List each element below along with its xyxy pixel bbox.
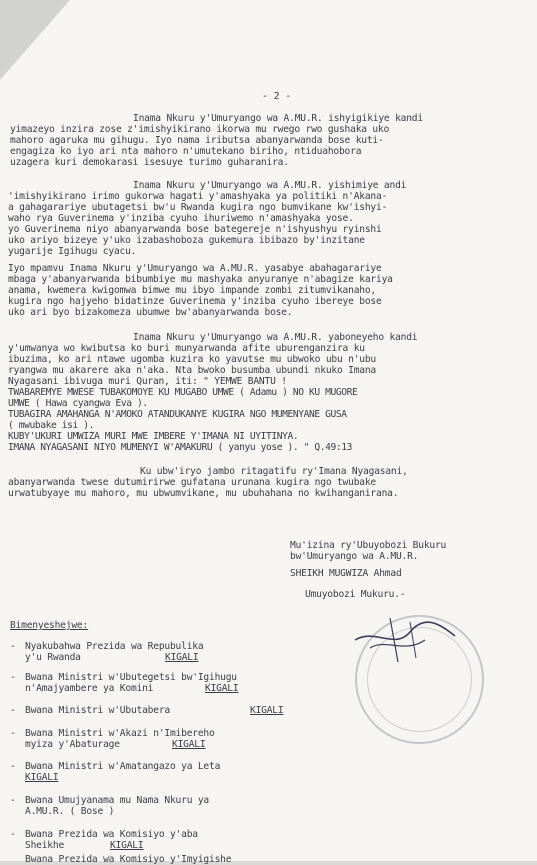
cc-recipient: Bwana Prezida wa Komisiyo y'aba bbox=[25, 829, 198, 840]
body-line: ibuzima, ko ari ntawe ugomba kuzira ko yavutse mu ubwoko ubu n'ubu bbox=[8, 354, 377, 365]
body-line: waho rya Guverinema y'inziba cyuho ihuriwemo n'amashyaka yose. bbox=[8, 213, 354, 224]
body-line: engagiza ko iyo ari nta mahoro n'umutekano biriho, ntiduahobora bbox=[10, 146, 362, 157]
cc-place: KIGALI bbox=[110, 840, 144, 851]
list-bullet: - bbox=[10, 795, 16, 806]
cc-recipient: n'Amajyambere ya Komini bbox=[25, 683, 154, 694]
body-line: uzagera kuri demokarasi isesuye turimo guharanira. bbox=[10, 157, 289, 168]
signatory-title: Umuyobozi Mukuru.- bbox=[305, 589, 406, 600]
body-line: Inama Nkuru y'Umuryango wa A.MU.R. yaboneyeho kandi bbox=[133, 332, 418, 343]
body-line: yugarije Igihugu cyacu. bbox=[8, 246, 137, 257]
cc-recipient: Bwana Umujyanama mu Nama Nkuru ya bbox=[25, 795, 210, 806]
cc-recipient: y'u Rwanda bbox=[25, 652, 81, 663]
quran-line: IMANA NYAGASANI NIYO MUMENYI W'AMAKURU ( yanyu yose ). " Q.49:13 bbox=[8, 442, 353, 453]
list-bullet: - bbox=[10, 728, 16, 739]
body-line: y'umwanya wo kwibutsa ko buri munyarwanda afite uburenganzira ku bbox=[8, 343, 365, 354]
cc-recipient: Nyakubahwa Prezida wa Repubulika bbox=[25, 641, 204, 652]
cc-place: KIGALI bbox=[165, 652, 199, 663]
body-line: anama, kwemera kwigomwa bimwe mu ibyo impande zombi zitumvikanaho, bbox=[8, 285, 377, 296]
body-line: mahoro agaruka mu gihugu. Iyo nama iributsa abanyarwanda bose kuti- bbox=[10, 135, 384, 146]
cc-recipient: Bwana Ministri w'Amatangazo ya Leta bbox=[25, 761, 221, 772]
handwritten-signature bbox=[350, 610, 460, 670]
list-bullet: - bbox=[10, 761, 16, 772]
body-line: a gahagarariye ubutagetsi bw'u Rwanda kugira ngo bumvikane kw'ishyi- bbox=[8, 202, 388, 213]
body-line: abanyarwanda twese dutumirirwe gufatana urunana kugira ngo twubake bbox=[8, 477, 377, 488]
body-line: uko ariyo bizeye y'uko izabashoboza gukemura ibibazo by'inzitane bbox=[8, 235, 365, 246]
quran-line: TUBAGIRA AMAHANGA N'AMOKO ATANDUKANYE KUGIRA NGO MUMENYANE GUSA bbox=[8, 409, 347, 420]
cc-heading: Bimenyeshejwe: bbox=[10, 620, 89, 631]
body-line: Ku ubw'iryo jambo ritagatifu ry'Imana Nyagasani, bbox=[140, 466, 408, 477]
list-bullet: - bbox=[10, 829, 16, 840]
page-number: - 2 - bbox=[262, 91, 292, 102]
cc-recipient: Sheikhe bbox=[25, 840, 65, 851]
cc-place: KIGALI bbox=[250, 705, 284, 716]
cc-place: KIGALI bbox=[25, 772, 59, 783]
body-line: 'imishyikirano irimo gukorwa hagati y'amashyaka ya politiki n'Akana- bbox=[8, 191, 388, 202]
body-line: Nyagasani ibivuga muri Quran, iti: " YEMWE BANTU ! bbox=[8, 376, 287, 387]
cc-recipient: Bwana Ministri w'Ubutegetsi bw'Igihugu bbox=[25, 672, 237, 683]
body-line: yimazeyo inzira zose z'imishyikirano ikorwa mu rwego rwo gushaka uko bbox=[10, 124, 390, 135]
list-bullet: - bbox=[10, 705, 16, 716]
cc-place: KIGALI bbox=[172, 739, 206, 750]
body-line: ryangwa mu akarere aka n'aka. Nta bwoko busumba ubundi nkuko Imana bbox=[8, 365, 377, 376]
body-line: uko ari byo bizakomeza ubumwe bw'abanyarwanda bose. bbox=[8, 307, 293, 318]
list-bullet: - bbox=[10, 641, 16, 652]
quran-line: KUBY'UKURI UMWIZA MURI MWE IMBERE Y'IMANA NI UYITINYA. bbox=[8, 431, 299, 442]
body-line: yo Guverinema niyo abanyarwanda bose bategereje n'ishyushyu ryinshi bbox=[8, 224, 382, 235]
signatory-name: SHEIKH MUGWIZA Ahmad bbox=[290, 568, 402, 579]
signature-line: bw'Umuryango wa A.MU.R. bbox=[290, 551, 419, 562]
cc-recipient: A.MU.R. ( Bose ) bbox=[25, 806, 115, 817]
cc-recipient: Bwana Prezida wa Komisiyo y'Imyigishe bbox=[25, 854, 232, 865]
signature-line: Mu'izina ry'Ubuyobozi Bukuru bbox=[290, 540, 447, 551]
quran-line: UMWE ( Hawa cyangwa Eva ). bbox=[8, 398, 148, 409]
body-line: Inama Nkuru y'Umuryango wa A.MU.R. ishyigikiye kandi bbox=[133, 113, 423, 124]
quran-line: TWABAREMYE MWESE TUBAKOMOYE KU MUGABO UMWE ( Adamu ) NO KU MUGORE bbox=[8, 387, 358, 398]
body-line: Iyo mpamvu Inama Nkuru y'Umuryango wa A.MU.R. yasabye abahagarariye bbox=[8, 263, 382, 274]
cc-recipient: Bwana Ministri w'Akazi n'Imibereho bbox=[25, 728, 215, 739]
body-line: urwatubyaye mu mahoro, mu ubwumvikane, mu ubuhahana no kwihanganirana. bbox=[8, 488, 399, 499]
body-line: kugira ngo hajyeho bidatinze Guverinema y'inziba cyuho ibereye bose bbox=[8, 296, 382, 307]
cc-recipient: myiza y'Abaturage bbox=[25, 739, 120, 750]
body-line: mbaga y'abanyarwanda bibumbiye mu mashyaka anyuranye n'abagize kariya bbox=[8, 274, 393, 285]
cc-place: KIGALI bbox=[205, 683, 239, 694]
list-bullet: - bbox=[10, 672, 16, 683]
cc-recipient: Bwana Ministri w'Ubutabera bbox=[25, 705, 170, 716]
quran-line: ( mwubake isi ). bbox=[8, 420, 95, 431]
body-line: Inama Nkuru y'Umuryango wa A.MU.R. yishimiye andi bbox=[133, 180, 407, 191]
